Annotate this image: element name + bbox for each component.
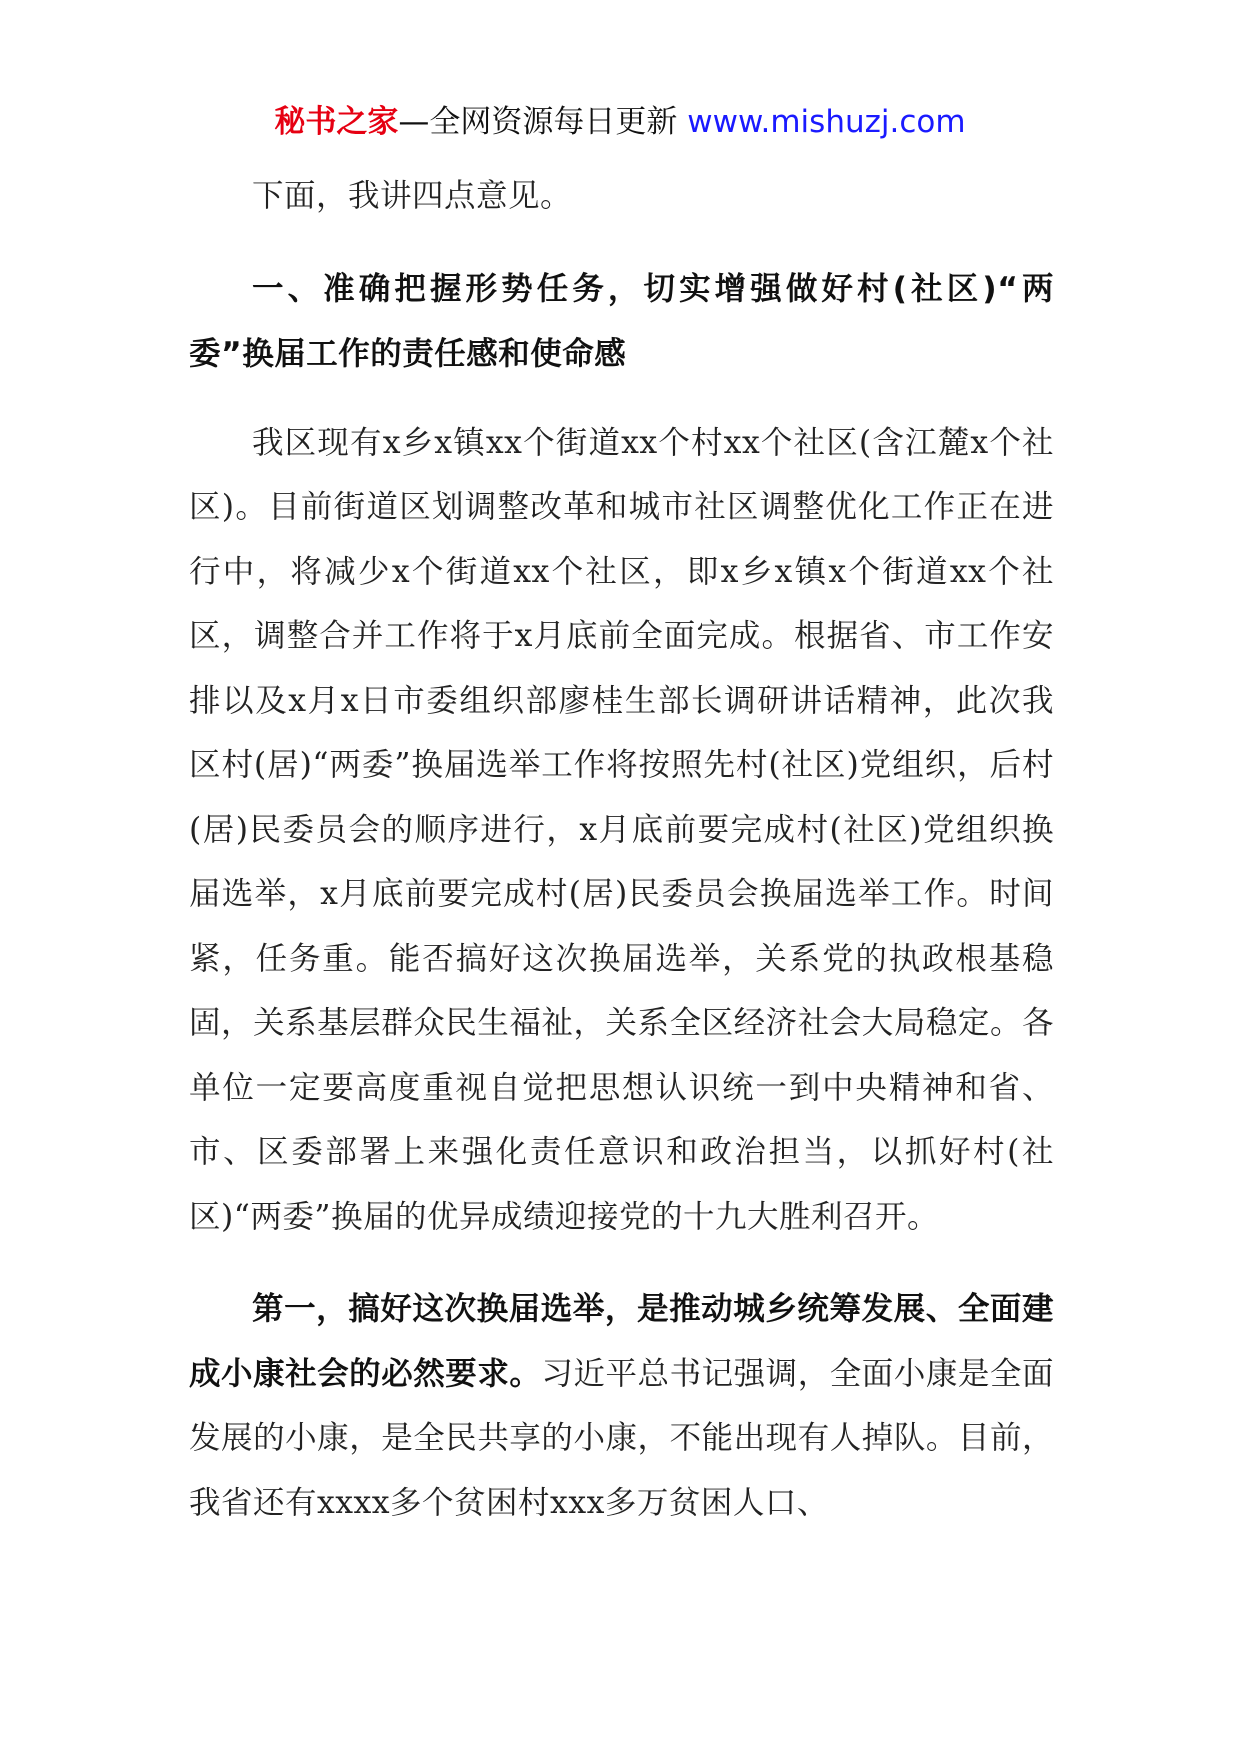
site-name: 秘书之家 <box>274 104 399 140</box>
section-heading: 一、准确把握形势任务，切实增强做好村(社区)“两委”换届工作的责任感和使命感 <box>189 270 1054 372</box>
watermark-header <box>0 102 1240 142</box>
site-url[interactable]: www.mishuzj.com <box>687 104 966 140</box>
point-lead: 第一，搞好这次换届选举，是推动城乡统筹发展、全面建成小康社会的必然要求。 <box>189 1291 1054 1392</box>
intro-paragraph: 下面，我讲四点意见。 <box>252 178 573 214</box>
section-paragraph: 我区现有x乡x镇xx个街道xx个村xx个社区(含江麓x个社区)。目前街道区划调整改革和城市社区调整优化工作正在进行中，将减少x个街道xx个社区，即x乡x镇x个街道xx个社区，调整合并工作将于x月底前全面完成。根据省、市工作安排以及x月x日市委组织部廖桂生部长调研讲话精神，此次我区村(居)“两委”换届选举工作将按照先村(社区)党组织，后村(居)民委员会的顺序进行，x月底前要完成村(社区)党组织换届选举，x月底前要完成村(居)民委员会换届选举工作。时间紧，任务重。能否搞好这次换届选举，关系党的执政根基稳固，关系基层群众民生福祉，关系全区经济社会大局稳定。各单位一定要高度重视自觉把思想认识统一到中央精神和省、市、区委部署上来强化责任意识和政治担当，以抓好村(社区)“两委”换届的优异成绩迎接党的十九大胜利召开。 <box>189 424 1054 1235</box>
site-tagline: —全网资源每日更新 <box>398 104 678 140</box>
document-body <box>189 164 1054 1535</box>
point-paragraph <box>189 1277 1054 1535</box>
point-text: 习近平总书记强调，全面小康是全面发展的小康，是全民共享的小康，不能出现有人掉队。目前，我省还有xxxx多个贫困村xxx多万贫困人口、 <box>189 1355 1054 1521</box>
